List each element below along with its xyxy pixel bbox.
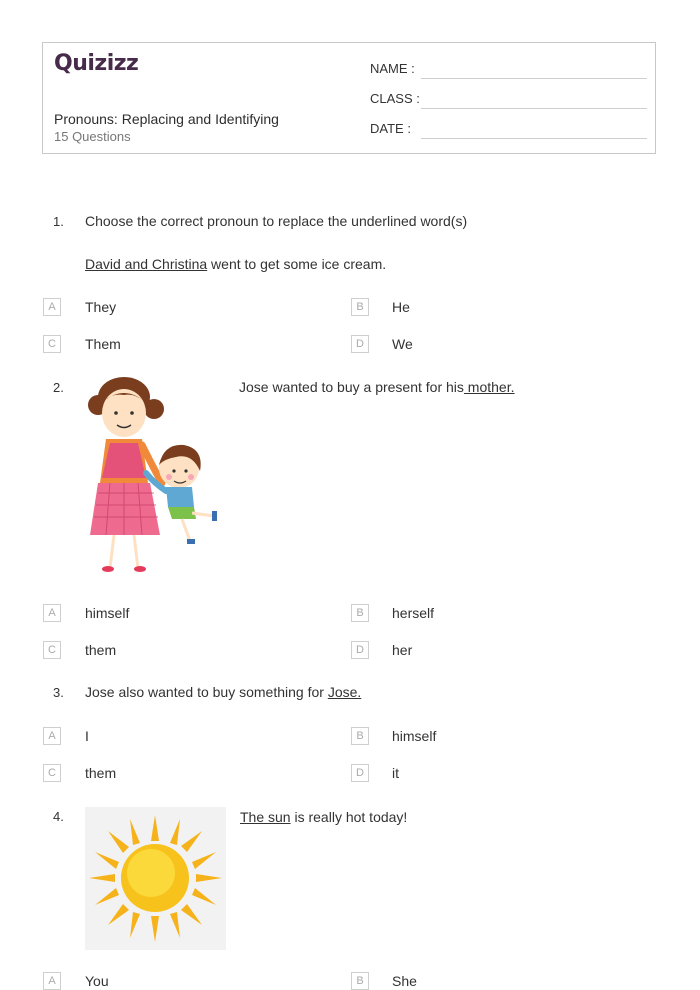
question-1-underlined: David and Christina	[85, 256, 208, 272]
q2-option-b-box[interactable]: B	[351, 604, 369, 622]
q3-option-a-text[interactable]: I	[85, 728, 89, 744]
q1-option-d-box[interactable]: D	[351, 335, 369, 353]
q3-option-c-text[interactable]: them	[85, 765, 117, 781]
question-1-prompt: Choose the correct pronoun to replace the underlined word(s)	[85, 213, 468, 229]
class-label: CLASS :	[370, 91, 420, 106]
q2-option-d-text[interactable]: her	[392, 642, 413, 658]
question-2-sentence	[239, 379, 515, 395]
q1-option-b-box[interactable]: B	[351, 298, 369, 316]
question-3-number: 3.	[53, 685, 64, 700]
q2-option-a-box[interactable]: A	[43, 604, 61, 622]
question-2-sentence-lead: Jose wanted to buy a present for his	[239, 379, 464, 395]
q4-option-a-box[interactable]: A	[43, 972, 61, 990]
question-1-sentence	[85, 256, 386, 272]
q1-option-c-text[interactable]: Them	[85, 336, 121, 352]
quizizz-logo: Quizizz	[54, 51, 139, 76]
question-4-underlined: The sun	[240, 809, 291, 825]
q1-option-a-text[interactable]: They	[85, 299, 117, 315]
q1-option-b-text[interactable]: He	[392, 299, 410, 315]
question-1-number: 1.	[53, 214, 64, 229]
class-line[interactable]	[421, 108, 647, 109]
q2-option-c-box[interactable]: C	[43, 641, 61, 659]
q4-option-b-text[interactable]: She	[392, 973, 417, 989]
name-line[interactable]	[421, 78, 647, 79]
question-3-underlined: Jose.	[327, 684, 362, 700]
question-4-sentence-rest: is really hot today!	[290, 809, 408, 825]
question-count: 15 Questions	[54, 129, 131, 144]
question-4-sentence	[240, 809, 407, 825]
q1-option-c-box[interactable]: C	[43, 335, 61, 353]
q2-option-b-text[interactable]: herself	[392, 605, 435, 621]
worksheet-title: Pronouns: Replacing and Identifying	[54, 111, 279, 127]
q2-option-c-text[interactable]: them	[85, 642, 117, 658]
q3-option-b-text[interactable]: himself	[392, 728, 437, 744]
q3-option-c-box[interactable]: C	[43, 764, 61, 782]
date-line[interactable]	[421, 138, 647, 139]
sun-illustration	[85, 807, 226, 950]
q3-option-d-box[interactable]: D	[351, 764, 369, 782]
q3-option-a-box[interactable]: A	[43, 727, 61, 745]
question-4-number: 4.	[53, 809, 64, 824]
name-label: NAME :	[370, 61, 415, 76]
q3-option-b-box[interactable]: B	[351, 727, 369, 745]
question-2-number: 2.	[53, 380, 64, 395]
q4-option-b-box[interactable]: B	[351, 972, 369, 990]
q3-option-d-text[interactable]: it	[392, 765, 399, 781]
question-3-sentence	[85, 684, 361, 700]
q2-option-d-box[interactable]: D	[351, 641, 369, 659]
question-2-underlined: mother.	[463, 379, 515, 395]
worksheet-header	[42, 42, 656, 154]
question-3-sentence-lead: Jose also wanted to buy something for	[85, 684, 328, 700]
q1-option-d-text[interactable]: We	[392, 336, 413, 352]
q4-option-a-text[interactable]: You	[85, 973, 109, 989]
mother-and-child-illustration	[84, 373, 224, 578]
date-label: DATE :	[370, 121, 411, 136]
question-1-sentence-rest: went to get some ice cream.	[207, 256, 387, 272]
q2-option-a-text[interactable]: himself	[85, 605, 130, 621]
q1-option-a-box[interactable]: A	[43, 298, 61, 316]
